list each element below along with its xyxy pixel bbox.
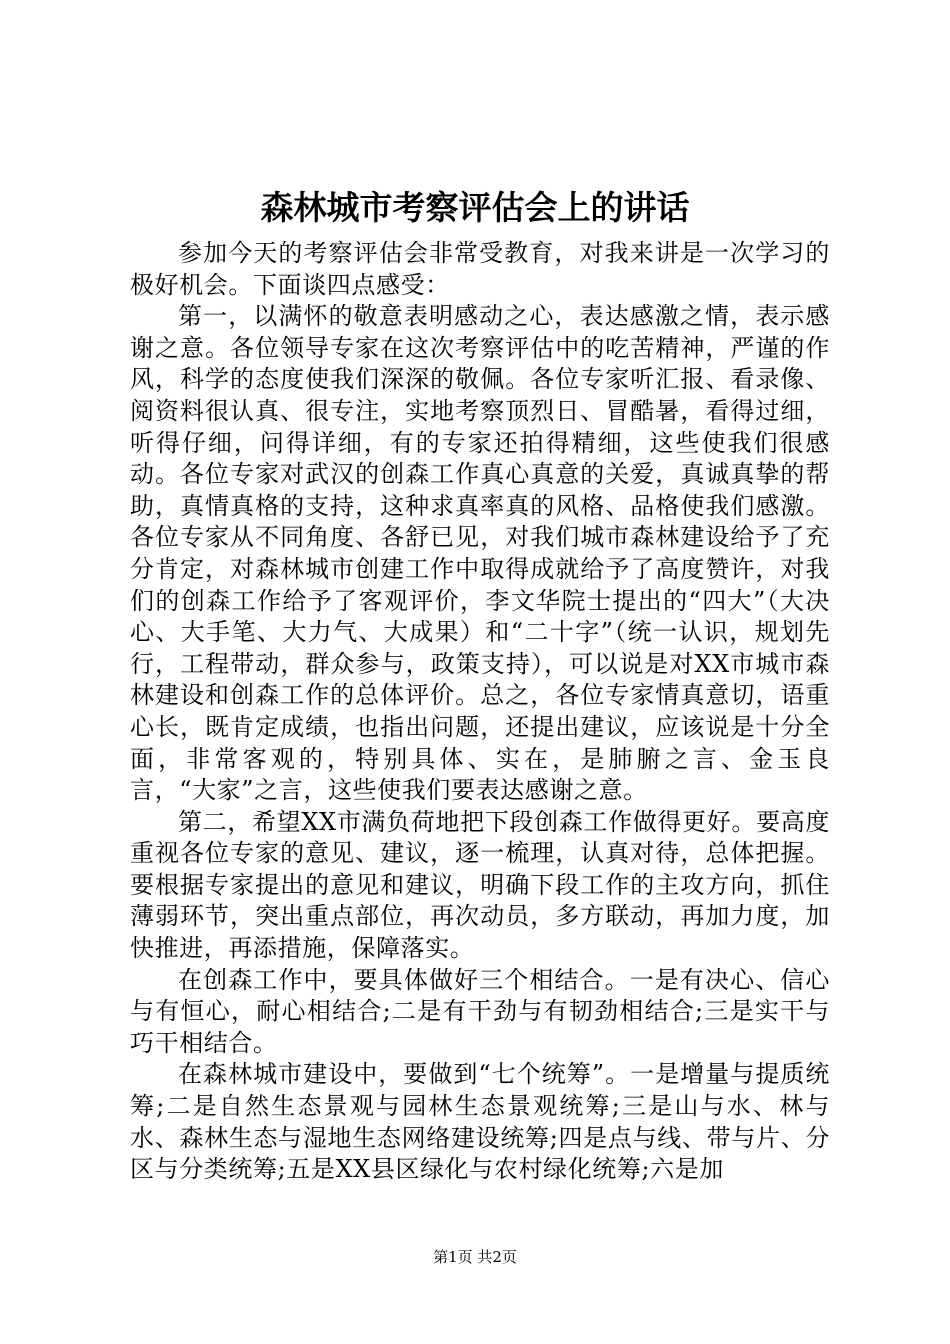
paragraph-first-point: 第一，以满怀的敬意表明感动之心，表达感激之情，表示感谢之意。各位领导专家在这次考察评估中的吃苦精神，严谨的作风，科学的态度使我们深深的敬佩。各位专家听汇报、看录像、阅资料很认真、很专注，实地考察顶烈日、冒酷暑，看得过细，听得仔细，问得详细，有的专家还拍得精细，这些使我们很感动。各位专家对武汉的创森工作真心真意的关爱，真诚真挚的帮助，真情真格的支持，这种求真率真的风格、品格使我们感激。各位专家从不同角度、各舒已见，对我们城市森林建设给予了充分肯定，对森林城市创建工作中取得成就给予了高度赞许，对我们的创森工作给予了客观评价，李文华院士提出的“四大”（大决心、大手笔、大力气、大成果）和“二十字”（统一认识，规划先行，工程带动，群众参与，政策支持），可以说是对XX市城市森林建设和创森工作的总体评价。总之，各位专家情真意切，语重心长，既肯定成绩，也指出问题，还提出建议，应该说是十分全面，非常客观的，特别具体、实在，是肺腑之言、金玉良言，“大家”之言，这些使我们要表达感谢之意。 [130,302,830,805]
document-body [130,238,830,1186]
paragraph-three-combinations: 在创森工作中，要具体做好三个相结合。一是有决心、信心与有恒心，耐心相结合;二是有干劲与有韧劲相结合;三是实干与巧干相结合。 [130,965,830,1057]
paragraph-seven-coordinations: 在森林城市建设中，要做到“七个统筹”。一是增量与提质统筹;二是自然生态景观与园林生态景观统筹;三是山与水、林与水、森林生态与湿地生态网络建设统筹;四是点与线、带与片、分区与分类统筹;五是XX县区绿化与农村绿化统筹;六是加 [130,1060,830,1184]
page-number-footer: 第1页 共2页 [433,1248,517,1266]
paragraph-second-point: 第二，希望XX市满负荷地把下段创森工作做得更好。要高度重视各位专家的意见、建议，逐一梳理，认真对待，总体把握。要根据专家提出的意见和建议，明确下段工作的主攻方向，抓住薄弱环节，突出重点部位，再次动员，多方联动，再加力度，加快推进，再添措施，保障落实。 [130,807,830,963]
paragraph-intro: 参加今天的考察评估会非常受教育，对我来讲是一次学习的极好机会。下面谈四点感受： [130,239,830,299]
document-title: 森林城市考察评估会上的讲话 [260,188,690,227]
